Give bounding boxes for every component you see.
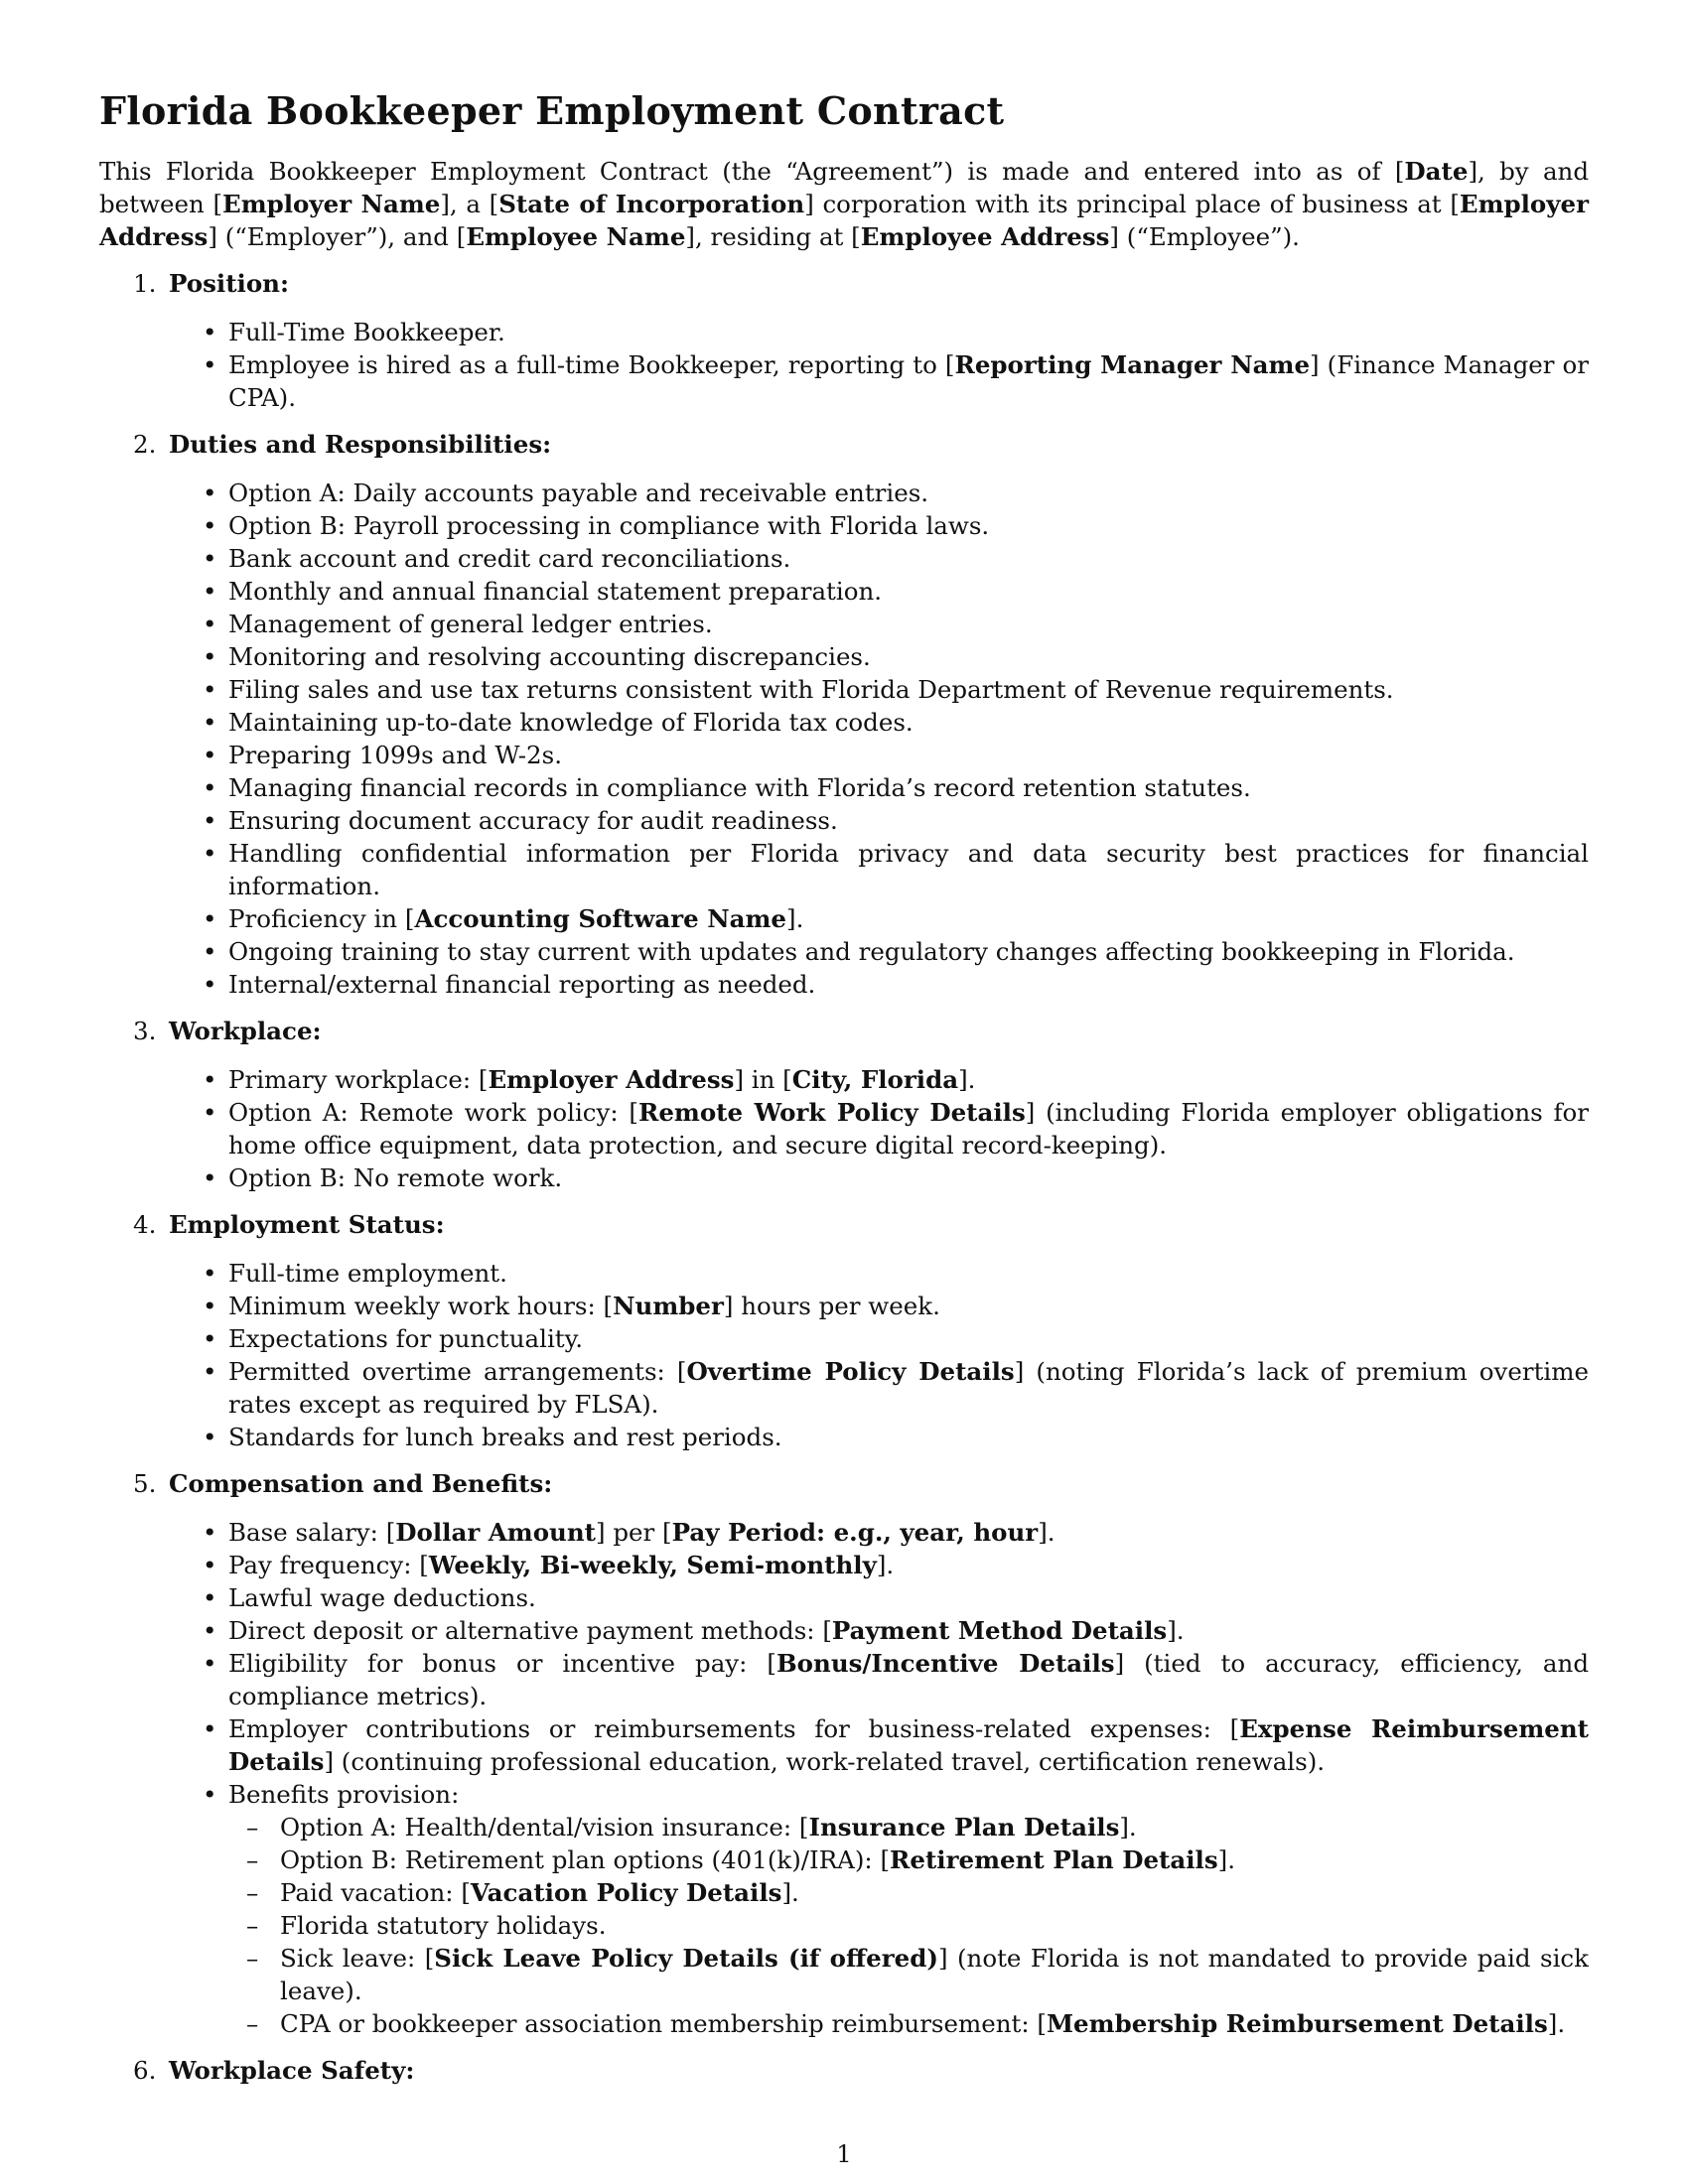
text-run: Option B: Payroll processing in compliance with Florida laws.: [228, 511, 990, 540]
text-run: ].: [1547, 2009, 1566, 2038]
text-run: ].: [786, 904, 804, 933]
section-item: [99, 267, 1589, 414]
section-title: Employment Status:: [169, 1210, 445, 1239]
bullet-item: [169, 706, 1589, 739]
bullet-list: [169, 1257, 1589, 1453]
placeholder-field: Employee Name: [466, 222, 686, 251]
text-run: Lawful wage deductions.: [228, 1583, 536, 1612]
text-run: Florida statutory holidays.: [280, 1911, 607, 1940]
text-run: ] (continuing professional education, work-related travel, certification renewals).: [324, 1747, 1326, 1776]
text-run: Employee is hired as a full-time Bookkeeper, reporting to [: [228, 350, 955, 379]
bullet-item: [169, 1063, 1589, 1096]
page-number: 1: [836, 2140, 852, 2168]
sub-item: [228, 1909, 1589, 1942]
text-run: Managing financial records in compliance with Florida’s record retention statutes.: [228, 773, 1251, 802]
bullet-item: [169, 1712, 1589, 1778]
bullet-item: [169, 1257, 1589, 1290]
text-run: Ongoing training to stay current with updates and regulatory changes affecting bookkeeping in Florida.: [228, 937, 1515, 966]
placeholder-field: Pay Period: e.g., year, hour: [671, 1518, 1039, 1547]
text-run: Option A: Remote work policy: [: [228, 1098, 638, 1127]
text-run: ].: [876, 1551, 895, 1579]
bullet-item: [169, 1614, 1589, 1647]
text-run: Monthly and annual financial statement preparation.: [228, 577, 883, 606]
section-number: 5.: [133, 1469, 157, 1498]
text-run: Expectations for punctuality.: [228, 1324, 584, 1353]
text-run: ].: [1217, 1845, 1235, 1874]
bullet-item: [169, 1778, 1589, 2040]
bullet-item: [169, 1421, 1589, 1453]
text-run: ] (“Employer”), and [: [208, 222, 467, 251]
text-run: Maintaining up-to-date knowledge of Florida tax codes.: [228, 708, 914, 737]
placeholder-field: Insurance Plan Details: [808, 1813, 1120, 1842]
bullet-item: [169, 1096, 1589, 1161]
text-run: ] per [: [595, 1518, 672, 1547]
text-run: This Florida Bookkeeper Employment Contract (the “Agreement”) is made and entered into as of [: [99, 157, 1405, 186]
section-title: Workplace Safety:: [169, 2056, 415, 2085]
text-run: ] (“Employee”).: [1109, 222, 1300, 251]
text-run: ] corporation with its principal place of business at [: [804, 190, 1460, 218]
text-run: Standards for lunch breaks and rest periods.: [228, 1423, 782, 1451]
sub-item: [228, 1942, 1589, 2007]
text-run: Monitoring and resolving accounting discrepancies.: [228, 642, 871, 671]
section-title: Duties and Responsibilities:: [169, 430, 552, 459]
text-run: Full-time employment.: [228, 1259, 507, 1288]
text-run: ], residing at [: [685, 222, 861, 251]
text-run: Option A: Daily accounts payable and receivable entries.: [228, 478, 929, 507]
text-run: Full-Time Bookkeeper.: [228, 318, 505, 346]
bullet-item: [169, 1322, 1589, 1355]
bullet-list: [169, 477, 1589, 1001]
text-run: Primary workplace: [: [228, 1065, 489, 1094]
section-item: [99, 1208, 1589, 1453]
text-run: ] (tied to accuracy, efficiency, and compliance metrics).: [228, 1649, 1589, 1710]
bullet-item: [169, 608, 1589, 640]
bullet-item: [169, 509, 1589, 542]
text-run: Pay frequency: [: [228, 1551, 429, 1579]
bullet-item: [169, 1549, 1589, 1581]
text-run: ] in [: [734, 1065, 792, 1094]
text-run: ] (Finance Manager or CPA).: [228, 350, 1589, 412]
placeholder-field: City, Florida: [791, 1065, 959, 1094]
text-run: ] hours per week.: [723, 1292, 940, 1320]
text-run: ].: [1119, 1813, 1137, 1842]
bullet-item: [169, 935, 1589, 968]
section-number: 4.: [133, 1210, 157, 1239]
section-number: 2.: [133, 430, 157, 459]
text-run: ] (including Florida employer obligations for home office equipment, data protection, and secure digital record-keeping).: [228, 1098, 1589, 1160]
bullet-item: [169, 1516, 1589, 1549]
text-run: Proficiency in [: [228, 904, 415, 933]
text-run: Benefits provision:: [228, 1780, 460, 1809]
placeholder-field: Remote Work Policy Details: [637, 1098, 1026, 1127]
section-item: [99, 2054, 1589, 2087]
sub-item: [228, 1876, 1589, 1909]
text-run: Sick leave: [: [280, 1944, 435, 1973]
bullet-list: [169, 1063, 1589, 1194]
text-run: ] (noting Florida’s lack of premium overtime rates except as required by FLSA).: [228, 1357, 1590, 1419]
placeholder-field: Accounting Software Name: [414, 904, 787, 933]
bullet-list: [169, 316, 1589, 414]
sub-item: [228, 1811, 1589, 1843]
placeholder-field: Employer Name: [222, 190, 441, 218]
text-run: ].: [1038, 1518, 1055, 1547]
text-run: ].: [1167, 1616, 1185, 1645]
text-run: Direct deposit or alternative payment methods: [: [228, 1616, 832, 1645]
text-run: Option A: Health/dental/vision insurance: [: [280, 1813, 809, 1842]
sub-item: [228, 2007, 1589, 2040]
bullet-item: [169, 1355, 1589, 1421]
section-title: Workplace:: [169, 1017, 322, 1045]
text-run: Internal/external financial reporting as needed.: [228, 970, 816, 999]
sub-item: [228, 1843, 1589, 1876]
text-run: ], by and between [: [99, 157, 1590, 218]
bullet-item: [169, 1647, 1589, 1712]
text-run: ], a [: [440, 190, 499, 218]
document-title: Florida Bookkeeper Employment Contract: [99, 88, 1005, 133]
bullet-item: [169, 640, 1589, 673]
text-run: Handling confidential information per Florida privacy and data security best practices for financial information.: [228, 839, 1589, 900]
placeholder-field: State of Incorporation: [498, 190, 805, 218]
bullet-item: [169, 1581, 1589, 1614]
document-page: [99, 87, 1589, 2101]
placeholder-field: Payment Method Details: [831, 1616, 1168, 1645]
placeholder-field: Employer Address: [488, 1065, 735, 1094]
text-run: Eligibility for bonus or incentive pay: [: [228, 1649, 776, 1678]
placeholder-field: Expense Reimbursement Details: [228, 1714, 1590, 1776]
placeholder-field: Sick Leave Policy Details (if offered): [434, 1944, 938, 1973]
text-run: Ensuring document accuracy for audit readiness.: [228, 806, 838, 835]
text-run: Management of general ledger entries.: [228, 610, 713, 638]
intro-paragraph: [99, 155, 1589, 253]
placeholder-field: Number: [613, 1292, 724, 1320]
bullet-item: [169, 968, 1589, 1001]
text-run: CPA or bookkeeper association membership reimbursement: [: [280, 2009, 1047, 2038]
placeholder-field: Reporting Manager Name: [954, 350, 1311, 379]
bullet-list: [169, 1516, 1589, 2040]
text-run: Base salary: [: [228, 1518, 396, 1547]
text-run: ] (note Florida is not mandated to provide paid sick leave).: [280, 1944, 1589, 2005]
text-run: Employer contributions or reimbursements for business-related expenses: [: [228, 1714, 1240, 1743]
section-number: 1.: [133, 269, 157, 298]
text-run: Preparing 1099s and W-2s.: [228, 741, 562, 769]
bullet-item: [169, 542, 1589, 575]
text-run: Filing sales and use tax returns consistent with Florida Department of Revenue requirements.: [228, 675, 1394, 704]
text-run: Permitted overtime arrangements: [: [228, 1357, 687, 1386]
text-run: ].: [958, 1065, 976, 1094]
text-run: Option B: No remote work.: [228, 1163, 563, 1192]
bullet-item: [169, 316, 1589, 348]
bullet-item: [169, 1161, 1589, 1194]
bullet-item: [169, 771, 1589, 804]
section-number: 3.: [133, 1017, 157, 1045]
placeholder-field: Weekly, Bi-weekly, Semi-monthly: [428, 1551, 877, 1579]
text-run: Paid vacation: [: [280, 1878, 471, 1907]
bullet-item: [169, 837, 1589, 902]
placeholder-field: Vacation Policy Details: [470, 1878, 782, 1907]
bullet-item: [169, 1290, 1589, 1322]
placeholder-field: Overtime Policy Details: [686, 1357, 1015, 1386]
placeholder-field: Dollar Amount: [395, 1518, 596, 1547]
text-run: Minimum weekly work hours: [: [228, 1292, 614, 1320]
placeholder-field: Retirement Plan Details: [890, 1845, 1218, 1874]
bullet-item: [169, 477, 1589, 509]
bullet-item: [169, 739, 1589, 771]
bullet-item: [169, 348, 1589, 414]
sub-list: [228, 1811, 1589, 2040]
placeholder-field: Bonus/Incentive Details: [775, 1649, 1115, 1678]
section-title: Compensation and Benefits:: [169, 1469, 553, 1498]
section-title: Position:: [169, 269, 290, 298]
bullet-item: [169, 673, 1589, 706]
placeholder-field: Employer Address: [99, 190, 1589, 251]
placeholder-field: Membership Reimbursement Details: [1046, 2009, 1548, 2038]
section-item: [99, 1015, 1589, 1194]
bullet-item: [169, 575, 1589, 608]
section-number: 6.: [133, 2056, 157, 2085]
text-run: Option B: Retirement plan options (401(k)/IRA): [: [280, 1845, 891, 1874]
sections-list: [99, 267, 1589, 2087]
placeholder-field: Date: [1404, 157, 1469, 186]
section-item: [99, 1467, 1589, 2040]
text-run: Bank account and credit card reconciliations.: [228, 544, 791, 573]
section-item: [99, 428, 1589, 1001]
placeholder-field: Employee Address: [860, 222, 1110, 251]
text-run: ].: [781, 1878, 799, 1907]
bullet-item: [169, 902, 1589, 935]
bullet-item: [169, 804, 1589, 837]
